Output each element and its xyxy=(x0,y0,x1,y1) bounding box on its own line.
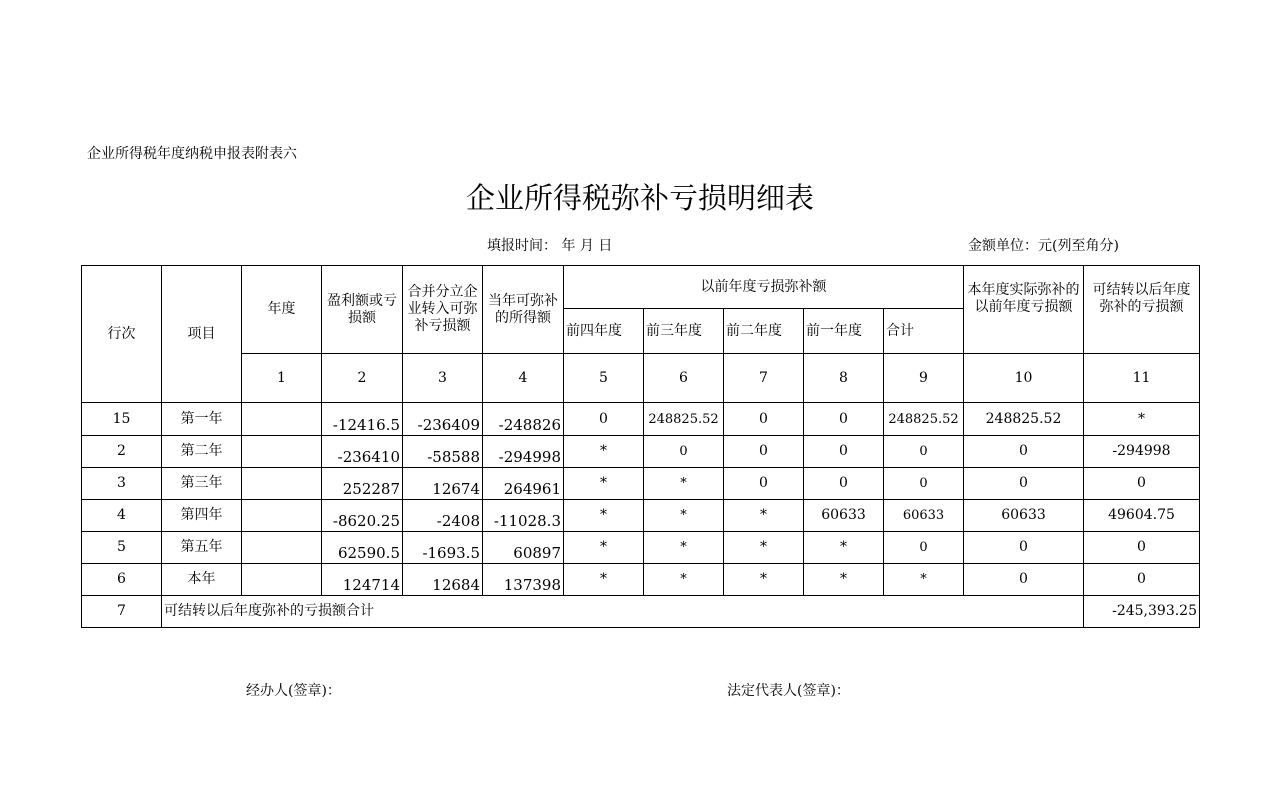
total-row xyxy=(82,596,1200,628)
cell-c3[interactable]: -1693.5 xyxy=(403,532,483,564)
amount-unit: 金额单位：元(列至角分) xyxy=(968,238,1119,254)
legal-rep-signature: 法定代表人(签章)： xyxy=(727,683,850,699)
table-row xyxy=(82,468,1200,500)
cell-c11[interactable]: 0 xyxy=(1084,532,1200,564)
cell-c10[interactable]: 0 xyxy=(964,468,1084,500)
cell-c8[interactable]: 0 xyxy=(804,403,884,436)
header-prior-group: 以前年度亏损弥补额 xyxy=(564,266,964,309)
cell-c2[interactable]: -12416.5 xyxy=(322,403,403,436)
form-subtitle: 企业所得税年度纳税申报表附表六 xyxy=(87,146,297,162)
cell-c9[interactable]: 0 xyxy=(884,468,964,500)
col-number: 5 xyxy=(564,354,644,403)
cell-c2[interactable]: 252287 xyxy=(322,468,403,500)
cell-c4[interactable]: -248826 xyxy=(483,403,564,436)
cell-c9[interactable]: 0 xyxy=(884,436,964,468)
cell-c7[interactable]: * xyxy=(724,532,804,564)
col-number: 2 xyxy=(322,354,403,403)
cell-c9[interactable]: 0 xyxy=(884,532,964,564)
cell-no: 15 xyxy=(82,403,162,436)
cell-c10[interactable]: 60633 xyxy=(964,500,1084,532)
cell-c6[interactable]: 0 xyxy=(644,436,724,468)
cell-c11[interactable]: 49604.75 xyxy=(1084,500,1200,532)
header-prior-4: 前四年度 xyxy=(564,309,644,354)
cell-c9[interactable]: 248825.52 xyxy=(884,403,964,436)
cell-c3[interactable]: -58588 xyxy=(403,436,483,468)
cell-c8[interactable]: * xyxy=(804,564,884,596)
header-actual: 本年度实际弥补的以前年度亏损额 xyxy=(964,266,1084,354)
cell-c8[interactable]: 0 xyxy=(804,436,884,468)
cell-c6[interactable]: 248825.52 xyxy=(644,403,724,436)
handler-signature: 经办人(签章)： xyxy=(246,683,341,699)
cell-item: 本年 xyxy=(162,564,242,596)
cell-no: 5 xyxy=(82,532,162,564)
table-row xyxy=(82,532,1200,564)
cell-year[interactable] xyxy=(242,403,322,436)
cell-item: 第五年 xyxy=(162,532,242,564)
cell-item: 第一年 xyxy=(162,403,242,436)
cell-c11[interactable]: 0 xyxy=(1084,564,1200,596)
cell-c2[interactable]: 62590.5 xyxy=(322,532,403,564)
cell-c2[interactable]: 124714 xyxy=(322,564,403,596)
col-number: 6 xyxy=(644,354,724,403)
cell-no: 6 xyxy=(82,564,162,596)
col-number: 11 xyxy=(1084,354,1200,403)
cell-c10[interactable]: 248825.52 xyxy=(964,403,1084,436)
header-carry: 可结转以后年度弥补的亏损额 xyxy=(1084,266,1200,354)
cell-no: 4 xyxy=(82,500,162,532)
cell-c3[interactable]: 12674 xyxy=(403,468,483,500)
col-number: 7 xyxy=(724,354,804,403)
table-row xyxy=(82,436,1200,468)
header-prior-2: 前二年度 xyxy=(724,309,804,354)
header-item: 项目 xyxy=(162,266,242,403)
col-number: 4 xyxy=(483,354,564,403)
cell-c9[interactable]: 60633 xyxy=(884,500,964,532)
cell-c9[interactable]: * xyxy=(884,564,964,596)
cell-c4[interactable]: 264961 xyxy=(483,468,564,500)
cell-c7[interactable]: 0 xyxy=(724,468,804,500)
fill-time: 填报时间： 年 月 日 xyxy=(487,238,613,254)
cell-c7[interactable]: 0 xyxy=(724,403,804,436)
table-row xyxy=(82,403,1200,436)
header-year: 年度 xyxy=(242,266,322,354)
cell-c11[interactable]: * xyxy=(1084,403,1200,436)
cell-c3[interactable]: 12684 xyxy=(403,564,483,596)
col-number: 3 xyxy=(403,354,483,403)
header-prior-1: 前一年度 xyxy=(804,309,884,354)
col-number: 9 xyxy=(884,354,964,403)
cell-c10[interactable]: 0 xyxy=(964,564,1084,596)
cell-c4[interactable]: -294998 xyxy=(483,436,564,468)
total-row-no: 7 xyxy=(82,596,162,628)
cell-item: 第四年 xyxy=(162,500,242,532)
cell-year[interactable] xyxy=(242,564,322,596)
cell-c6[interactable]: * xyxy=(644,468,724,500)
cell-c4[interactable]: 137398 xyxy=(483,564,564,596)
cell-c6[interactable]: * xyxy=(644,564,724,596)
cell-c4[interactable]: 60897 xyxy=(483,532,564,564)
header-merge: 合并分立企业转入可弥补亏损额 xyxy=(403,266,483,354)
col-number: 8 xyxy=(804,354,884,403)
cell-c7[interactable]: * xyxy=(724,500,804,532)
header-row-no: 行次 xyxy=(82,266,162,403)
cell-c5[interactable]: 0 xyxy=(564,403,644,436)
total-value[interactable]: -245,393.25 xyxy=(1084,596,1200,628)
cell-item: 第三年 xyxy=(162,468,242,500)
cell-c5[interactable]: * xyxy=(564,436,644,468)
cell-c11[interactable]: -294998 xyxy=(1084,436,1200,468)
total-label: 可结转以后年度弥补的亏损额合计 xyxy=(162,596,1084,628)
cell-year[interactable] xyxy=(242,468,322,500)
column-number-row xyxy=(82,354,1200,403)
cell-c6[interactable]: * xyxy=(644,500,724,532)
header-prior-total: 合计 xyxy=(884,309,964,354)
cell-c8[interactable]: 0 xyxy=(804,468,884,500)
header-prior-3: 前三年度 xyxy=(644,309,724,354)
cell-c10[interactable]: 0 xyxy=(964,436,1084,468)
col-number: 1 xyxy=(242,354,322,403)
cell-c8[interactable]: * xyxy=(804,532,884,564)
header-profit: 盈利额或亏损额 xyxy=(322,266,403,354)
col-number: 10 xyxy=(964,354,1084,403)
cell-c2[interactable]: -8620.25 xyxy=(322,500,403,532)
header-current: 当年可弥补的所得额 xyxy=(483,266,564,354)
cell-c5[interactable]: * xyxy=(564,564,644,596)
cell-c5[interactable]: * xyxy=(564,468,644,500)
cell-year[interactable] xyxy=(242,532,322,564)
cell-c6[interactable]: * xyxy=(644,532,724,564)
cell-item: 第二年 xyxy=(162,436,242,468)
cell-c3[interactable]: -2408 xyxy=(403,500,483,532)
cell-c4[interactable]: -11028.3 xyxy=(483,500,564,532)
cell-no: 2 xyxy=(82,436,162,468)
table-row xyxy=(82,564,1200,596)
cell-c7[interactable]: 0 xyxy=(724,436,804,468)
cell-c11[interactable]: 0 xyxy=(1084,468,1200,500)
cell-c5[interactable]: * xyxy=(564,500,644,532)
cell-c8[interactable]: 60633 xyxy=(804,500,884,532)
cell-c3[interactable]: -236409 xyxy=(403,403,483,436)
table-row xyxy=(82,500,1200,532)
cell-year[interactable] xyxy=(242,436,322,468)
cell-c2[interactable]: -236410 xyxy=(322,436,403,468)
cell-year[interactable] xyxy=(242,500,322,532)
loss-compensation-table xyxy=(81,265,1200,628)
page-title: 企业所得税弥补亏损明细表 xyxy=(465,181,814,215)
cell-no: 3 xyxy=(82,468,162,500)
cell-c10[interactable]: 0 xyxy=(964,532,1084,564)
cell-c5[interactable]: * xyxy=(564,532,644,564)
cell-c7[interactable]: * xyxy=(724,564,804,596)
